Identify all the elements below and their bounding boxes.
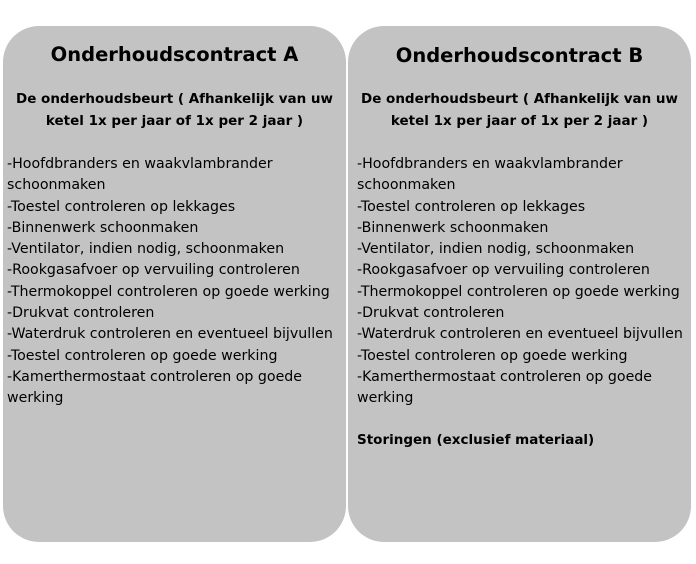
contract-a-task-list <box>3 154 346 410</box>
task-item: -Drukvat controleren <box>357 305 505 322</box>
task-item: -Hoofdbranders en waakvlambrander schoonmaken <box>357 156 623 194</box>
task-item: -Thermokoppel controleren op goede werking <box>7 283 330 300</box>
task-item: -Binnenwerk schoonmaken <box>357 219 549 236</box>
contract-a-subtitle: De onderhoudsbeurt ( Afhankelijk van uw ketel 1x per jaar of 1x per 2 jaar ) <box>15 91 334 129</box>
task-item: -Drukvat controleren <box>7 305 155 322</box>
contract-a-title: Onderhoudscontract A <box>50 43 299 66</box>
task-item: -Waterdruk controleren en eventueel bijvullen <box>7 326 333 343</box>
contract-b-subtitle: De onderhoudsbeurt ( Afhankelijk van uw ketel 1x per jaar of 1x per 2 jaar ) <box>360 91 679 129</box>
task-item: -Waterdruk controleren en eventueel bijvullen <box>357 326 683 343</box>
task-item: -Ventilator, indien nodig, schoonmaken <box>7 241 285 258</box>
task-item: -Rookgasafvoer op vervuiling controleren <box>7 262 300 279</box>
task-item: -Binnenwerk schoonmaken <box>7 219 199 236</box>
task-item: -Toestel controleren op goede werking <box>357 347 628 364</box>
contract-b-task-list <box>348 154 691 410</box>
task-item: -Kamerthermostaat controleren op goede werking <box>357 368 653 407</box>
contract-b-extra-note: Storingen (exclusief materiaal) <box>357 431 595 448</box>
task-item: -Rookgasafvoer op vervuiling controleren <box>357 262 650 279</box>
task-item: -Hoofdbranders en waakvlambrander schoonmaken <box>7 156 273 194</box>
contract-b-title: Onderhoudscontract B <box>395 44 644 67</box>
task-item: -Kamerthermostaat controleren op goede werking <box>7 368 303 407</box>
task-item: -Toestel controleren op goede werking <box>7 347 278 364</box>
contract-a-card <box>3 26 346 542</box>
contract-b-card <box>348 26 691 542</box>
task-item: -Thermokoppel controleren op goede werking <box>357 283 680 300</box>
task-item: -Toestel controleren op lekkages <box>357 198 586 215</box>
task-item: -Ventilator, indien nodig, schoonmaken <box>357 241 635 258</box>
task-item: -Toestel controleren op lekkages <box>7 198 236 215</box>
